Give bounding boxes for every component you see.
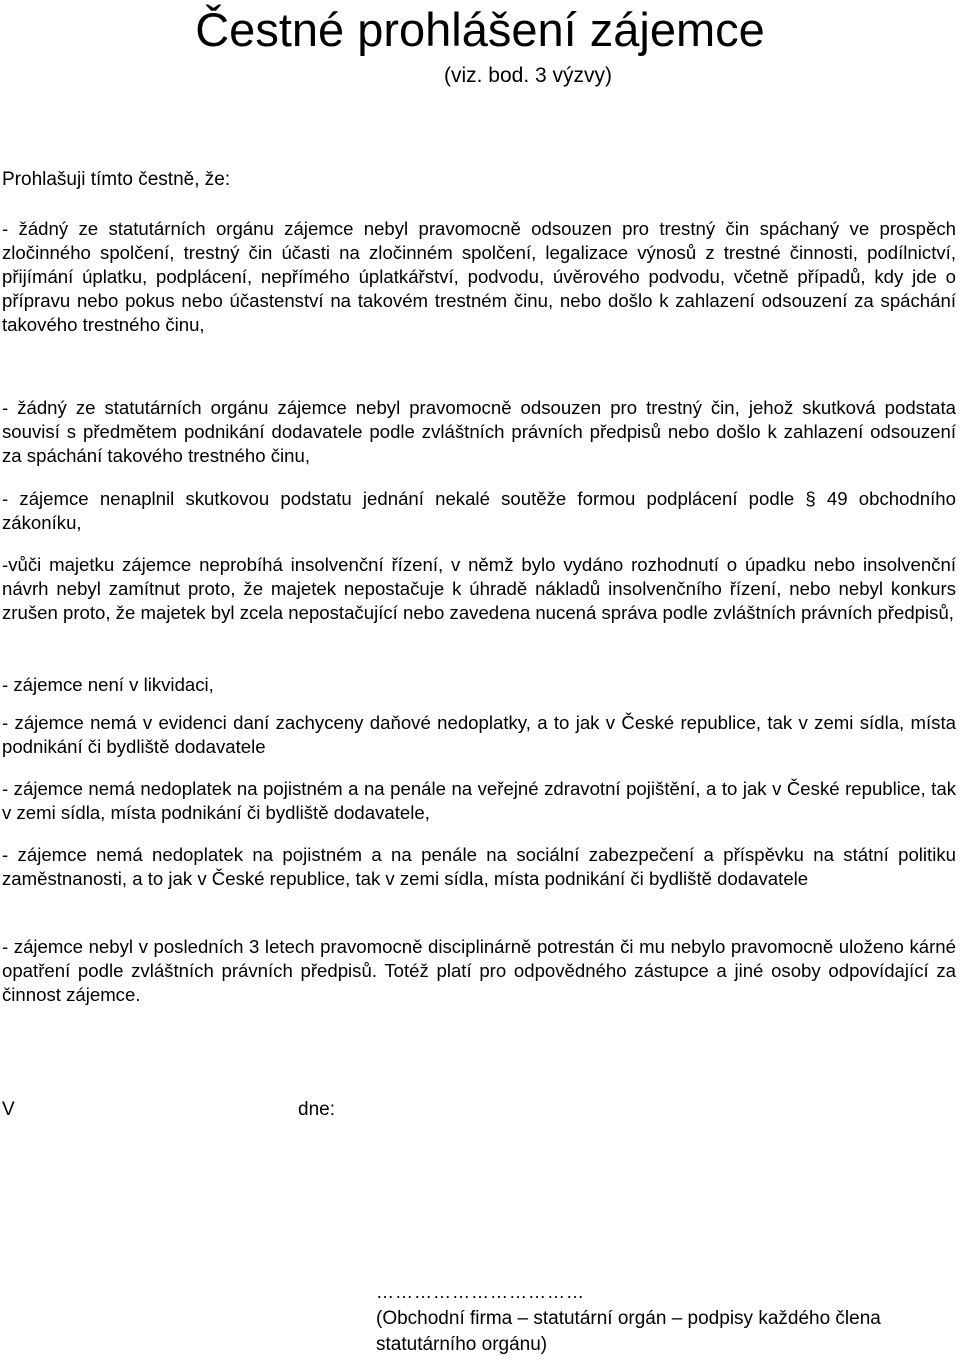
paragraph-tax-arrears: - zájemce nemá v evidenci daní zachyceny daňové nedoplatky, a to jak v České republice, tak v zemi sídla, místa podnikání či bydliště dodavatele (2, 712, 956, 757)
paragraph-health-insurance: - zájemce nemá nedoplatek na pojistném a na penále na veřejné zdravotní pojištění, a to jak v České republice, tak v zemi sídla, místa podnikání či bydliště dodavatele, (2, 778, 956, 823)
intro-text: Prohlašuji tímto čestně, že: (2, 169, 231, 190)
paragraph-criminal-record: - žádný ze statutárních orgánu zájemce nebyl pravomocně odsouzen pro trestný čin spáchaný ve prospěch zločinného spolčení, trestný čin účasti na zločinném spolčení, legalizace výnosů z trestné činnosti, podílnictví, přijímání úplatku, podplácení, nepřímého úplatkářství, podvodu, úvěrového podvodu, včetně případů, kdy jde o přípravu nebo pokus nebo účastenství na takovém trestném činu, nebo došlo k zahlazení odsouzení za spáchání takového trestného činu, (2, 218, 956, 335)
signature-caption: (Obchodní firma – statutární orgán – podpisy každého člena statutárního orgánu) (376, 1308, 881, 1355)
document-title: Čestné prohlášení zájemce (195, 3, 765, 56)
document-subtitle (0, 62, 960, 90)
paragraph-insolvency: -vůči majetku zájemce neprobíhá insolvenční řízení, v němž bylo vydáno rozhodnutí o úpadku nebo insolvenční návrh nebyl zamítnut proto, že majetek nepostačuje k úhradě nákladů insolvenčního řízení, nebo nebyl konkurs zrušen proto, že majetek byl zcela nepostačující nebo zavedena nucená správa podle zvláštních právních předpisů, (2, 554, 956, 623)
place-label: V (2, 1099, 15, 1120)
date-label: dne: (298, 1099, 335, 1120)
signature-line: …………………………… (376, 1282, 585, 1302)
paragraph-disciplinary: - zájemce nebyl v posledních 3 letech pravomocně disciplinárně potrestán či mu nebylo pravomocně uloženo kárné opatření podle zvláštních právních předpisů. Totéž platí pro odpovědného zástupce a jiné osoby odpovídající za činnost zájemce. (2, 936, 956, 1005)
paragraph-business-offense: - žádný ze statutárních orgánu zájemce nebyl pravomocně odsouzen pro trestný čin, jehož skutková podstata souvisí s předmětem podnikání dodavatele podle zvláštních právních předpisů nebo došlo k zahlazení odsouzení za spáchání takového trestného činu, (2, 397, 956, 466)
paragraph-liquidation: - zájemce není v likvidaci, (2, 674, 214, 695)
paragraph-social-security: - zájemce nemá nedoplatek na pojistném a na penále na sociální zabezpečení a příspěvku na státní politiku zaměstnanosti, a to jak v České republice, tak v zemi sídla, místa podnikání či bydliště dodavatele (2, 844, 956, 889)
paragraph-unfair-competition: - zájemce nenaplnil skutkovou podstatu jednání nekalé soutěže formou podplácení podle § 49 obchodního zákoníku, (2, 488, 956, 533)
subtitle-text: (viz. bod. 3 výzvy) (443, 64, 613, 87)
